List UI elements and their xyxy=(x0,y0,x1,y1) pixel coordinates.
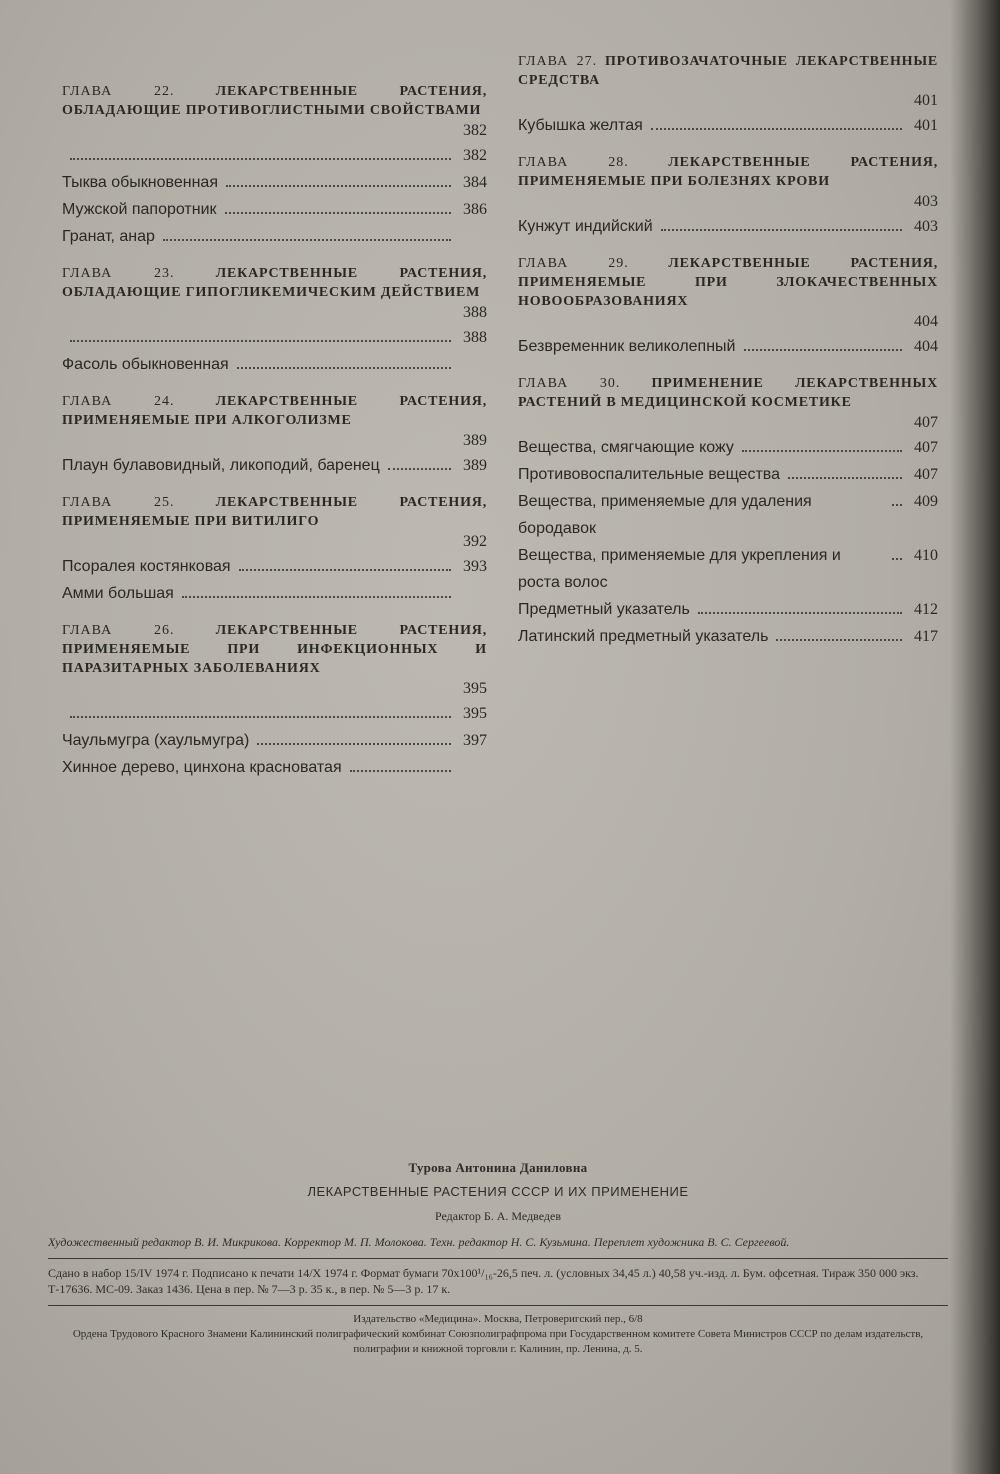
toc-chapter xyxy=(518,153,938,240)
chapter-title: ЛЕКАРСТВЕННЫЕ РАСТЕНИЯ, ПРИМЕНЯЕМЫЕ ПРИ БОЛЕЗНЯХ КРОВИ xyxy=(518,155,938,189)
chapter-number: ГЛАВА 23. xyxy=(62,266,175,281)
chapter-page-number: 407 xyxy=(914,414,938,431)
dot-leader xyxy=(237,367,451,369)
chapter-title: ЛЕКАРСТВЕННЫЕ РАСТЕНИЯ, ОБЛАДАЮЩИЕ ПРОТИВОГЛИСТНЫМИ СВОЙСТВАМИ xyxy=(62,84,488,118)
chapter-page-number: 403 xyxy=(914,193,938,210)
colophon-editor: Редактор Б. А. Медведев xyxy=(434,1209,562,1223)
toc-entry-label: Противовоспалительные вещества xyxy=(518,466,780,483)
toc-entry-label: Кунжут индийский xyxy=(518,218,653,235)
toc-entry-label: Хинное дерево, цинхона красноватая xyxy=(62,759,342,776)
chapter-number: ГЛАВА 24. xyxy=(62,394,175,409)
colophon-printer: Ордена Трудового Красного Знамени Калининский полиграфический комбинат Союзполиграфпрома при Государственном комитете Совета Министров СССР по делам издательств, полиграфии и книжной торговли г. Калинин, пр. Ленина, д. 5. xyxy=(72,1328,924,1355)
dot-leader xyxy=(651,128,902,130)
toc-entry[interactable] xyxy=(518,488,938,542)
toc-entry-page: 395 xyxy=(463,705,487,722)
toc-entry-page: 401 xyxy=(914,117,938,134)
toc-entry-label: Гранат, анар xyxy=(62,228,155,245)
toc-chapter xyxy=(62,392,487,479)
toc-entry-label: Вещества, применяемые для укрепления и роста волос xyxy=(518,547,841,591)
toc-entry-page: 388 xyxy=(463,329,487,346)
chapter-heading xyxy=(518,374,938,412)
toc-entry-label: Амми большая xyxy=(62,585,174,602)
dot-leader xyxy=(225,212,451,214)
chapter-page-number: 382 xyxy=(463,122,487,139)
chapter-title: ЛЕКАРСТВЕННЫЕ РАСТЕНИЯ, ПРИМЕНЯЕМЫЕ ПРИ ЗЛОКАЧЕСТВЕННЫХ НОВООБРАЗОВАНИЯХ xyxy=(518,256,938,309)
dot-leader xyxy=(788,477,902,479)
chapter-heading xyxy=(62,621,487,678)
toc-left-column xyxy=(62,82,487,795)
dot-leader xyxy=(226,185,451,187)
toc-entry[interactable] xyxy=(62,727,487,754)
toc-chapter xyxy=(62,82,487,250)
dot-leader xyxy=(388,468,451,470)
toc-entry-label: Мужской папоротник xyxy=(62,201,217,218)
chapter-number: ГЛАВА 29. xyxy=(518,256,629,271)
toc-chapter xyxy=(518,374,938,650)
toc-entry-label: Фасоль обыкновенная xyxy=(62,356,229,373)
chapter-page-number: 388 xyxy=(463,304,487,321)
colophon-credits: Художественный редактор В. И. Микрикова. Корректор М. П. Молокова. Техн. редактор Н. С. Кузьмина. Переплет художника В. С. Сергеевой. xyxy=(48,1235,790,1249)
colophon-publisher: Издательство «Медицина». Москва, Петроверигский пер., 6/8 xyxy=(353,1313,643,1325)
dot-leader xyxy=(163,239,451,241)
chapter-number: ГЛАВА 22. xyxy=(62,84,175,99)
toc-entry[interactable] xyxy=(62,223,487,250)
book-spine-shadow xyxy=(950,0,1000,1474)
colophon-rule-bottom xyxy=(48,1305,948,1306)
toc-entry-label: Кубышка желтая xyxy=(518,117,643,134)
toc-entry[interactable] xyxy=(518,213,938,240)
toc-entry-page: 409 xyxy=(914,493,938,510)
toc-entry-label: Вещества, применяемые для удаления бородавок xyxy=(518,493,812,537)
chapter-page-number: 389 xyxy=(463,432,487,449)
toc-entry-page: 407 xyxy=(914,439,938,456)
dot-leader xyxy=(744,349,903,351)
toc-chapter xyxy=(62,493,487,607)
toc-entry-label: Вещества, смягчающие кожу xyxy=(518,439,734,456)
toc-entry-label: Псоралея костянковая xyxy=(62,558,231,575)
toc-entry-page: 410 xyxy=(914,547,938,564)
toc-entry-page: 407 xyxy=(914,466,938,483)
toc-entry[interactable] xyxy=(518,112,938,139)
chapter-page-number: 401 xyxy=(914,92,938,109)
colophon-print-data: Сдано в набор 15/IV 1974 г. Подписано к печати 14/X 1974 г. Формат бумаги 70х100¹/₁₆-26,5 печ. л. (условных 34,45 л.) 40,58 уч.-изд. л. Бум. офсетная. Тираж 350 000 экз. Т-17636. МС-09. Заказ 1436. Цена в пер. № 7—3 р. 35 к., в пер. № 5—3 р. 17 к. xyxy=(48,1266,919,1296)
chapter-number: ГЛАВА 25. xyxy=(62,495,175,510)
toc-entry[interactable] xyxy=(518,461,938,488)
toc-entry[interactable] xyxy=(518,434,938,461)
chapter-number: ГЛАВА 27. xyxy=(518,54,598,69)
dot-leader xyxy=(742,450,902,452)
toc-chapter xyxy=(62,264,487,378)
toc-entry-page: 412 xyxy=(914,601,938,618)
colophon-title: ЛЕКАРСТВЕННЫЕ РАСТЕНИЯ СССР И ИХ ПРИМЕНЕНИЕ xyxy=(307,1184,689,1199)
dot-leader xyxy=(239,569,451,571)
dot-leader xyxy=(70,158,451,160)
toc-entry-page: 382 xyxy=(463,147,487,164)
toc-entry-page: 389 xyxy=(463,457,487,474)
chapter-title: ЛЕКАРСТВЕННЫЕ РАСТЕНИЯ, ПРИМЕНЯЕМЫЕ ПРИ АЛКОГОЛИЗМЕ xyxy=(62,394,488,428)
chapter-number: ГЛАВА 30. xyxy=(518,376,621,391)
toc-entry[interactable] xyxy=(62,324,487,351)
chapter-heading xyxy=(62,82,487,120)
toc-entry-page: 386 xyxy=(463,201,487,218)
toc-entry[interactable] xyxy=(62,754,487,781)
dot-leader xyxy=(698,612,902,614)
toc-entry[interactable] xyxy=(62,351,487,378)
toc-entry-label: Тыква обыкновенная xyxy=(62,174,218,191)
toc-entry-page: 404 xyxy=(914,338,938,355)
toc-entry-label: Безвременник великолепный xyxy=(518,338,736,355)
chapter-title: ПРИМЕНЕНИЕ ЛЕКАРСТВЕННЫХ РАСТЕНИЙ В МЕДИЦИНСКОЙ КОСМЕТИКЕ xyxy=(518,376,938,410)
toc-entry[interactable] xyxy=(62,452,487,479)
chapter-heading xyxy=(62,493,487,531)
toc-entry[interactable] xyxy=(518,542,938,596)
dot-leader xyxy=(776,639,902,641)
toc-entry[interactable] xyxy=(518,596,938,623)
chapter-number: ГЛАВА 26. xyxy=(62,623,175,638)
chapter-title: ЛЕКАРСТВЕННЫЕ РАСТЕНИЯ, ОБЛАДАЮЩИЕ ГИПОГЛИКЕМИЧЕСКИМ ДЕЙСТВИЕМ xyxy=(62,266,488,300)
chapter-heading xyxy=(62,264,487,302)
dot-leader xyxy=(350,770,451,772)
toc-entry-page: 393 xyxy=(463,558,487,575)
toc-entry[interactable] xyxy=(62,700,487,727)
dot-leader xyxy=(70,340,451,342)
dot-leader xyxy=(257,743,451,745)
colophon-author: Турова Антонина Даниловна xyxy=(408,1160,588,1175)
dot-leader xyxy=(892,504,902,506)
toc-entry-page: 397 xyxy=(463,732,487,749)
chapter-page-number: 392 xyxy=(463,533,487,550)
chapter-heading xyxy=(62,392,487,430)
chapter-title: ПРОТИВОЗАЧАТОЧНЫЕ ЛЕКАРСТВЕННЫЕ СРЕДСТВА xyxy=(518,54,939,88)
toc-entry[interactable] xyxy=(62,196,487,223)
toc-entry-label: Предметный указатель xyxy=(518,601,690,618)
toc-entry[interactable] xyxy=(62,580,487,607)
toc-entry[interactable] xyxy=(62,169,487,196)
toc-entry-label: Чаульмугра (хаульмугра) xyxy=(62,732,250,749)
toc-chapter xyxy=(518,254,938,360)
chapter-heading xyxy=(518,52,938,90)
toc-entry[interactable] xyxy=(62,142,487,169)
toc-chapter xyxy=(518,52,938,139)
toc-entry-label: Плаун булавовидный, ликоподий, баренец xyxy=(62,457,380,474)
colophon xyxy=(48,1160,948,1357)
toc-entry[interactable] xyxy=(62,553,487,580)
chapter-heading xyxy=(518,153,938,191)
chapter-heading xyxy=(518,254,938,311)
colophon-rule-top xyxy=(48,1258,948,1259)
dot-leader xyxy=(182,596,451,598)
chapter-page-number: 404 xyxy=(914,313,938,330)
toc-entry-page: 403 xyxy=(914,218,938,235)
dot-leader xyxy=(70,716,451,718)
chapter-title: ЛЕКАРСТВЕННЫЕ РАСТЕНИЯ, ПРИМЕНЯЕМЫЕ ПРИ ИНФЕКЦИОННЫХ И ПАРАЗИТАРНЫХ ЗАБОЛЕВАНИЯХ xyxy=(62,623,488,676)
chapter-title: ЛЕКАРСТВЕННЫЕ РАСТЕНИЯ, ПРИМЕНЯЕМЫЕ ПРИ ВИТИЛИГО xyxy=(62,495,488,529)
dot-leader xyxy=(892,558,902,560)
chapter-page-number: 395 xyxy=(463,680,487,697)
toc-entry-label: Латинский предметный указатель xyxy=(518,628,769,645)
toc-entry-page: 417 xyxy=(914,628,938,645)
chapter-number: ГЛАВА 28. xyxy=(518,155,629,170)
toc-chapter xyxy=(62,621,487,781)
toc-entry[interactable] xyxy=(518,333,938,360)
toc-entry-page: 384 xyxy=(463,174,487,191)
toc-entry[interactable] xyxy=(518,623,938,650)
dot-leader xyxy=(661,229,902,231)
toc-right-column xyxy=(518,52,938,664)
